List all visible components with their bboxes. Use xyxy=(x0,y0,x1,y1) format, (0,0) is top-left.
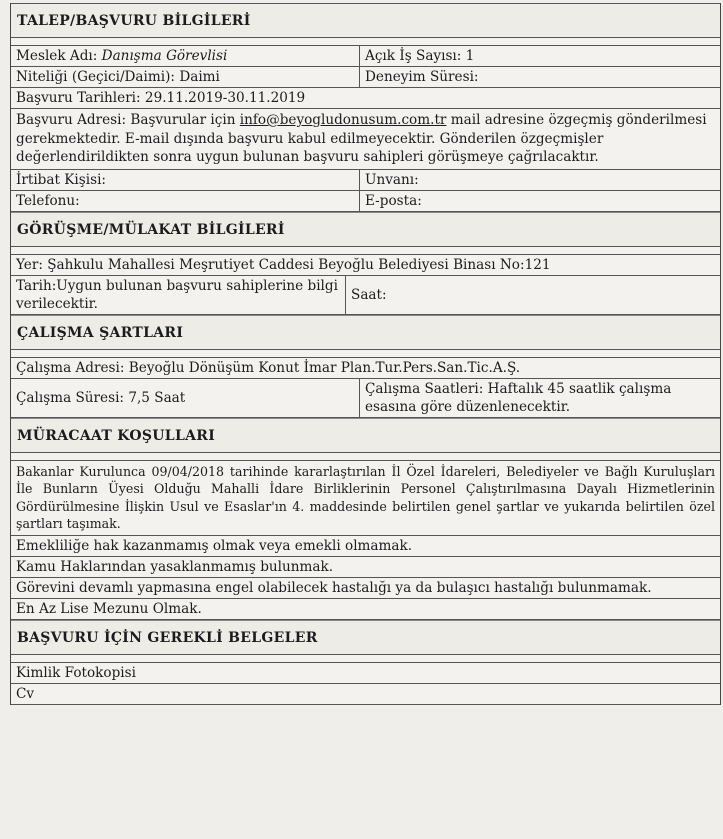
row-tarihler xyxy=(11,88,720,109)
row-meslek xyxy=(11,46,720,67)
condition-row xyxy=(11,536,720,557)
adres-prefix: Başvuru Adresi: Başvurular için xyxy=(16,112,240,128)
document-row xyxy=(11,663,720,684)
deneyim-suresi: Deneyim Süresi: xyxy=(359,67,720,87)
section-title-calisma: ÇALIŞMA ŞARTLARI xyxy=(11,315,720,350)
section-title-belgeler: BAŞVURU İÇİN GEREKLİ BELGELER xyxy=(11,620,720,655)
gorusme-yeri: Yer: Şahkulu Mahallesi Meşrutiyet Caddesi Beyoğlu Belediyesi Binası No:121 xyxy=(16,256,551,273)
spacer xyxy=(11,247,720,255)
calisma-suresi: Çalışma Süresi: 7,5 Saat xyxy=(16,389,186,406)
gorusme-saati: Saat: xyxy=(345,276,720,314)
calisma-saatleri: Çalışma Saatleri: Haftalık 45 saatlik çalışma esasına göre düzenlenecektir. xyxy=(359,379,720,417)
row-irtibat xyxy=(11,170,720,191)
unvani: Unvanı: xyxy=(359,170,720,190)
calisma-adresi: Çalışma Adresi: Beyoğlu Dönüşüm Konut İmar Plan.Tur.Pers.San.Tic.A.Ş. xyxy=(16,359,521,376)
spacer xyxy=(11,453,720,461)
e-posta: E-posta: xyxy=(359,191,720,211)
condition-item: Bakanlar Kurulunca 09/04/2018 tarihinde kararlaştırılan İl Özel İdareleri, Belediyeler ve Bağlı Kuruluşları İle Bunların Üyesi Olduğu Mahalli İdare Birliklerinin Personel Çalıştırılmasına Dayalı Hizmetlerinin Gördürülmesine İlişkin Usul ve Esaslar'ın 4. maddesinde belirtilen genel şartlar ve yukarıda belirtilen özel şartları taşımak. xyxy=(16,463,715,531)
section-title-muracaat: MÜRACAAT KOŞULLARI xyxy=(11,418,720,453)
meslek-cell xyxy=(11,46,359,66)
condition-row xyxy=(11,461,720,536)
section-title-gorusme: GÖRÜŞME/MÜLAKAT BİLGİLERİ xyxy=(11,212,720,247)
irtibat-kisisi: İrtibat Kişisi: xyxy=(16,171,106,188)
spacer xyxy=(11,350,720,358)
document-item: Kimlik Fotokopisi xyxy=(16,664,136,681)
section-title-talep: TALEP/BAŞVURU BİLGİLERİ xyxy=(11,3,720,38)
basvuru-adresi xyxy=(11,109,720,169)
gorusme-tarihi: Tarih:Uygun bulunan başvuru sahiplerine bilgi verilecektir. xyxy=(16,277,338,312)
document-row xyxy=(11,684,720,705)
meslek-value: Danışma Görevlisi xyxy=(101,48,228,64)
acik-is-sayisi: Açık İş Sayısı: 1 xyxy=(359,46,720,66)
document-item: Cv xyxy=(16,685,35,702)
basvuru-tarihleri: Başvuru Tarihleri: 29.11.2019-30.11.2019 xyxy=(16,90,306,106)
condition-item: Kamu Haklarından yasaklanmamış bulunmak. xyxy=(16,558,334,575)
email-link[interactable]: info@beyogludonusum.com.tr xyxy=(239,112,447,128)
row-yer xyxy=(11,255,720,276)
row-tarih-saat xyxy=(11,276,720,315)
telefonu: Telefonu: xyxy=(16,192,80,209)
row-adres xyxy=(11,109,720,170)
condition-item: Emekliliğe hak kazanmamış olmak veya emekli olmamak. xyxy=(16,537,413,554)
spacer xyxy=(11,655,720,663)
row-telefon xyxy=(11,191,720,212)
adres-suffix: mail adresine özgeçmiş gönderilmesi gerekmektedir. E-mail dışında başvuru kabul edilmeyecektir. Gönderilen özgeçmişler değerlendirildikten sonra uygun bulunan başvuru sahipleri görüşmeye çağrılacaktır. xyxy=(16,112,707,165)
condition-row xyxy=(11,578,720,599)
row-niteligi xyxy=(11,67,720,88)
row-calisma-sure xyxy=(11,379,720,418)
condition-row xyxy=(11,557,720,578)
condition-item: En Az Lise Mezunu Olmak. xyxy=(16,600,202,617)
application-form xyxy=(10,3,721,705)
condition-row xyxy=(11,599,720,620)
spacer xyxy=(11,38,720,46)
niteligi: Niteliği (Geçici/Daimi): Daimi xyxy=(16,69,220,85)
condition-item: Görevini devamlı yapmasına engel olabilecek hastalığı ya da bulaşıcı hastalığı bulunmamak. xyxy=(16,579,652,596)
meslek-label: Meslek Adı: xyxy=(16,48,98,64)
row-calisma-adresi xyxy=(11,358,720,379)
